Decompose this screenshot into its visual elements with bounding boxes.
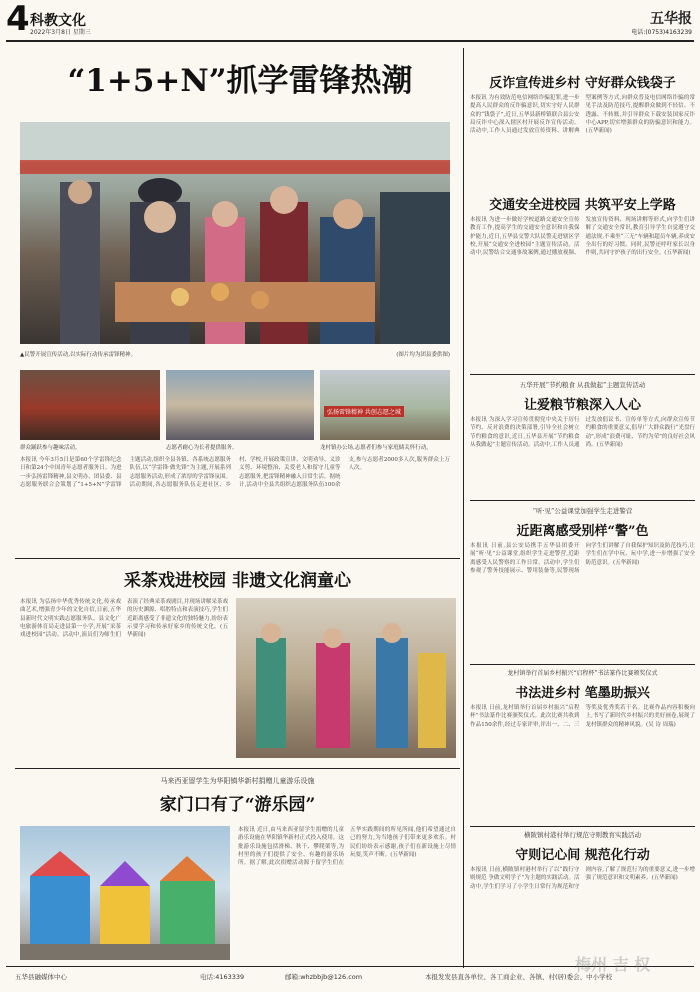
paper-name: 五华报 [650, 11, 692, 27]
tea-photo [236, 598, 456, 758]
a6-kicker: 横陂镇村港村举行规范守则教育实践活动 [524, 831, 641, 839]
tea-body: 本报讯 为弘扬中华优秀传统文化,传承戏曲艺术,增强青少年的文化自信,日前,五华县新时代文明实践志愿服务队、县文化广电旅游体育局走进县第一小学,开展“采茶戏进校园”活动。活动中,演员们为师生们表演了经典采茶戏剧目,并现场讲解采茶戏的历史渊源、唱腔特点和表演技巧,学生们近距离感受了非遗文化的独特魅力,纷纷表示要学习和传承好家乡的传统文化。(五华新闻) [20, 599, 228, 639]
photo-1-caption: 群众踊跃参与趣味活动。 [20, 445, 81, 451]
page-number: 4 [6, 0, 30, 39]
divider-4 [470, 826, 695, 827]
main-photo-caption: ▲民警开展宣传活动,以实际行动传承雷锋精神。 [20, 352, 136, 358]
playground-figures [20, 826, 230, 960]
banner-text: 弘扬雷锋精神 共创志愿之城 [324, 406, 404, 417]
a3-title: 让爱粮节粮深入人心 [523, 398, 641, 413]
a1-title: 反诈宣传进乡村 守好群众钱袋子 [489, 76, 676, 91]
a3-body: 本报讯 为深入学习宣传贯彻党中央关于厉行节约、反对浪费的决策部署,引导全社会树立节约粮食的意识,近日,五华县开展“节约粮食 从我做起”主题宣传活动。活动中,工作人员通过发放倡议书、宣传单等方式,向群众宣传节约粮食的重要意义,倡导广大群众践行“光盘行动”,形成“浪费可耻、节约为荣”的良好社会风尚。(五华新闻) [470, 417, 695, 448]
main-photo [20, 122, 450, 344]
a2-title: 交通安全进校园 共筑平安上学路 [489, 198, 676, 213]
photo-3-caption: 龙村镇办公场,志愿者们参与家庭储关怀行动。 [320, 445, 432, 451]
header-phone: 电话:(0753)4163239 [631, 29, 692, 36]
footer-distribution: 本报发发县直各单位、各工商企业、各镇、村(居)委会、中小学校 [425, 973, 613, 981]
divider-playground [15, 768, 460, 769]
playground-title: 家门口有了“游乐园” [159, 795, 316, 815]
a4-body: 本报讯 日前,县公安局携手五华县团委开展“听·见”公益课堂,组织学生走进警营,近距离感受人民警察的工作日常。活动中,学生们参观了警务技能展示、警用装备等,民警现场向学生们讲解了自我保护知识及防范技巧,让学生们在学中玩、玩中学,进一步增强了安全防范意识。(五华新闻) [470, 543, 695, 574]
lead-body: 本报讯 今年3月5日是第60个学雷锋纪念日和第24个中国青年志愿者服务日。为进一步弘扬雷锋精神,县文明办、团县委、县志愿服务联合会策划了“1+5+N”学雷锋主题活动,组织全县各镇、各系统志愿服务队伍,以“学雷锋·做先锋”为主题,开展系列志愿服务活动,形成了浓厚的学雷锋氛围。活动期间,各志愿服务队伍走进社区、乡村、学校,开展政策宣讲、文明劝导、义诊义剪、环境整治、关爱老人和留守儿童等志愿服务,把雷锋精神融入日常生活。据统计,活动中全县共组织志愿服务队伍100余支,参与志愿者2000多人次,服务群众上万人次。 [20, 457, 450, 488]
issue-date: 2022年3月8日 星期三 [30, 29, 91, 36]
a4-kicker: “听·见”公益课堂加强学生走进警营 [532, 507, 633, 515]
lead-headline: “1+5+N”抓学雷锋热潮 [67, 63, 413, 99]
photo-3 [320, 370, 450, 440]
photo-2-caption: 志愿者耐心为长者提供服务。 [166, 445, 238, 451]
main-photo-figures [20, 122, 450, 344]
tea-title: 采茶戏进校园 非遗文化润童心 [124, 571, 351, 591]
playground-body: 本报讯 近日,由马来西亚留学生捐赠的儿童游乐设施在华阳镇华新村正式投入使用。这批游乐设施包括滑梯、秋千、攀爬架等,为村里的孩子们提供了安全、有趣的游乐场所。据了解,此次捐赠活动源于留学生们在五华实践期间的所见所闻,他们希望通过自己的努力,为当地孩子们带来更多欢乐。村民们纷纷表示感谢,孩子们在新设施上尽情玩耍,笑声不断。(五华新闻) [238, 827, 456, 867]
watermark: 梅州 吉 权 [575, 955, 651, 974]
a4-title: 近距离感受别样“警”色 [516, 524, 649, 539]
photo-1 [20, 370, 160, 440]
a5-title: 书法进乡村 笔墨助振兴 [515, 686, 650, 701]
main-photo-credit: (图片均为团县委供图) [396, 352, 450, 358]
a1-body: 本报讯 为有效防范电信网络诈骗犯罪,进一步提高人民群众的反诈骗意识,切实守好人民群众的“钱袋子”,近日,五华县新桥镇联合县公安局反诈中心深入辖区村开展反诈宣传活动。活动中,工作人员通过发放宣传资料、讲解典型案例等方式,向群众普及电信网络诈骗的常见手法及防范技巧,提醒群众做到不轻信、不透露、不转账,并引导群众下载安装国家反诈中心APP,切实增强群众的防骗意识和能力。(五华新闻) [470, 95, 695, 135]
divider-1 [470, 374, 695, 375]
column-divider [463, 48, 464, 968]
a5-kicker: 龙村镇举行首届乡村振兴“启程杯”书法篆作比赛颁奖仪式 [507, 670, 658, 677]
a2-body: 本报讯 为进一步做好学校道路交通安全宣传教育工作,提高学生的交通安全意识和自我保护能力,近日,五华县交警大队民警走进辖区学校,开展“交通安全进校园”主题宣传活动。活动中,民警结合交通事故案例,通过播放视频、发放宣传资料、现场讲解等形式,向学生们讲解了交通安全常识,教育引导学生自觉遵守交通法规,不乘坐“三无”车辆和超员车辆,养成安全出行的好习惯。同时,民警还呼吁家长以身作则,共同守护孩子的出行安全。(五华新闻) [470, 217, 695, 257]
a5-body: 本报讯 日前,龙村镇举行首届乡村振兴“启程杯”书法篆作比赛颁奖仪式。此次比赛共收到作品150余件,经过专家评审,评出一、二、三等奖及优秀奖若干名。比赛作品内容积极向上,书写了新时代乡村振兴的美好画卷,展现了龙村镇群众的精神风貌。(吴 诗 周瑞) [470, 705, 695, 728]
footer-org: 五华县融媒体中心 [15, 973, 67, 981]
footer-email: 邮箱:whzbbjb@126.com [285, 973, 363, 981]
photo-2 [166, 370, 314, 440]
tea-photo-figures [236, 598, 456, 758]
playground-kicker: 马来西亚留学生为华阳镇华新村捐赠儿童游乐设施 [160, 777, 315, 785]
divider-tea [15, 558, 460, 559]
divider-3 [470, 664, 695, 665]
section-title: 科教文化 [30, 13, 86, 29]
a6-body: 本报讯 日前,横陂镇村港村举行了以“践行守则规范 争做文明学子”为主题的实践活动。活动中,学生们学习了小学生日常行为规范和守则内容,了解了规范行为的重要意义,进一步增强了规范意识和文明素养。(五华新闻) [470, 867, 695, 890]
a3-kicker: 五华开展“节约粮食 从我做起”主题宣传活动 [519, 381, 646, 389]
header-rule [6, 40, 694, 42]
divider-2 [470, 500, 695, 501]
a6-title: 守则记心间 规范化行动 [515, 848, 650, 863]
footer-phone: 电话:4163339 [200, 973, 245, 981]
playground-photo [20, 826, 230, 960]
